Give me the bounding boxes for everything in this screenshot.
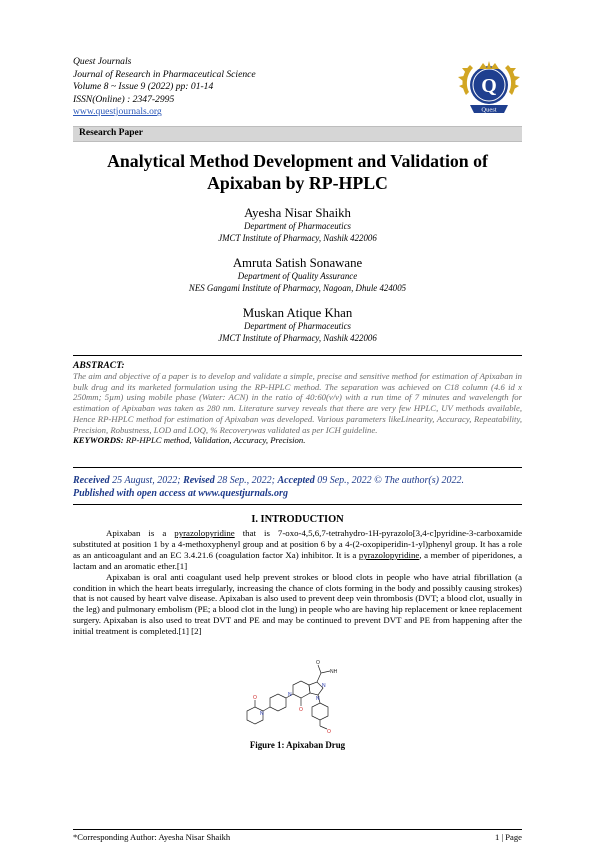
atom-label-n: N bbox=[316, 696, 320, 702]
introduction-text bbox=[73, 528, 522, 637]
pyrazolopyridine-link[interactable]: pyrazolopyridine bbox=[174, 528, 235, 538]
journal-header bbox=[73, 56, 433, 119]
revised-label: Revised bbox=[183, 475, 215, 486]
keywords-label: KEYWORDS: bbox=[73, 435, 124, 446]
intro-p1-part-b: that is 7-oxo-4,5,6,7-tetrahydro-1H-pyrazolo[3,4-c]pyridine-3-carboxamide substituted at position 1 by a 4-methoxyphenyl group and at position 6 by a 4-(2-oxopiperidin-1-yl)phenyl group. It has a role as an anticoagulant and an EC 3.4.21.6 (coagulation factor Xa) inhibitor. It is a bbox=[73, 528, 522, 560]
atom-label-nh2: NH bbox=[330, 669, 338, 675]
intro-paragraph-2: Apixaban is oral anti coagulant used help prevent strokes or blood clots in people who have atrial fibrillation (a condition in which the heart beats irregularly, increasing the chance of clots forming in the body and possibly causing strokes) that is not caused by heart valve disease. Apixaban is also used to prevent deep vein thrombosis (DVT; a blood clot, usually in the leg) and pulmonary embolism (PE; a blood clot in the lung) in people who are having hip replacement or knee replacement surgery. Apixaban is also used to treat DVT and PE and may be continued to prevent DVT and PE from happening after the initial treatment is completed.[1] [2] bbox=[73, 571, 522, 637]
issn: ISSN(Online) : 2347-2995 bbox=[73, 93, 175, 105]
author-institution: JMCT Institute of Pharmacy, Nashik 422006 bbox=[218, 232, 377, 243]
research-paper-banner bbox=[73, 126, 522, 142]
footer-rule bbox=[73, 829, 522, 830]
journal-name: Journal of Research in Pharmaceutical Science bbox=[73, 68, 256, 80]
atom-label-o: O bbox=[316, 660, 320, 666]
atom-label-o: O bbox=[253, 695, 257, 701]
paper-title: Analytical Method Development and Validation of Apixaban by RP-HPLC bbox=[107, 151, 488, 193]
author-name: Amruta Satish Sonawane bbox=[232, 256, 363, 270]
intro-p1-part-a: Apixaban is a bbox=[106, 528, 175, 538]
logo-banner-text: Quest bbox=[481, 106, 497, 114]
journal-website-link[interactable]: www.questjournals.org bbox=[73, 106, 162, 118]
author-department: Department of Pharmaceutics bbox=[244, 221, 351, 231]
figure-caption: Figure 1: Apixaban Drug bbox=[249, 740, 346, 750]
page-number: 1 | Page bbox=[494, 832, 522, 842]
received-date: 25 August, 2022; bbox=[109, 475, 184, 486]
volume-info: Volume 8 ~ Issue 9 (2022) pp: 01-14 bbox=[73, 81, 214, 93]
publisher-name: Quest Journals bbox=[73, 56, 132, 67]
author-institution: NES Gangami Institute of Pharmacy, Nagoan, Dhule 424005 bbox=[188, 282, 407, 293]
dates-bottom-rule bbox=[73, 504, 522, 505]
author-block-1 bbox=[73, 206, 522, 244]
section-title-introduction: I. INTRODUCTION bbox=[251, 514, 344, 525]
author-block-3 bbox=[73, 306, 522, 344]
dates-top-rule bbox=[73, 467, 522, 468]
author-department: Department of Pharmaceutics bbox=[244, 321, 351, 331]
abstract-top-rule bbox=[73, 355, 522, 356]
author-department: Department of Quality Assurance bbox=[237, 271, 358, 281]
atom-label-n: N bbox=[288, 692, 292, 698]
banner-label: Research Paper bbox=[79, 128, 143, 138]
received-label: Received bbox=[73, 475, 110, 486]
published-notice: Published with open access at www.questjurnals.org bbox=[73, 487, 288, 499]
author-name: Muskan Atique Khan bbox=[242, 306, 353, 320]
apixaban-structure-figure bbox=[232, 655, 362, 737]
intro-paragraph-1 bbox=[73, 528, 522, 572]
abstract-text: The aim and objective of a paper is to develop and validate a simple, precise and sensitive method for estimation of Apixaban in bulk drug and its marketed formulation using the RP-HPLC method. The separation was achieved on C18 column (4.6 id x 250mm; 5µm) using mobile phase (Water: ACN) in the ratio of 40:60(v/v) with a run time of 7 minutes and wavelength for estimation of Apixaban was taken as 280 nm. Literature survey reveals that there are very few HPLC, UV methods available, Hence RP-HPLC method for estimation of Apixaban was developed. Various parameters likeLinearity, Accuracy, Repeatability, Precision, Robustness, LOD and LOQ, % Recoverywas validated as per ICH guideline. bbox=[73, 371, 522, 435]
accepted-label: Accepted bbox=[277, 475, 315, 486]
keywords-text: RP-HPLC method, Validation, Accuracy, Precision. bbox=[123, 435, 306, 446]
accepted-date: 09 Sep., 2022 © The author(s) 2022. bbox=[314, 475, 464, 486]
abstract-heading: ABSTRACT: bbox=[73, 360, 125, 371]
keywords bbox=[73, 435, 522, 446]
abstract bbox=[73, 360, 522, 446]
corresponding-author: *Corresponding Author: Ayesha Nisar Shaikh bbox=[73, 832, 231, 842]
logo-letter: Q bbox=[481, 75, 497, 97]
pyrazolopyridine-link[interactable]: pyrazolopyridine bbox=[358, 549, 420, 560]
atom-label-n: N bbox=[260, 711, 264, 717]
intro-p1-part-c: , a member of piperidones, a lactam and an aromatic ether.[1] bbox=[73, 549, 523, 571]
atom-label-o: O bbox=[299, 707, 303, 713]
submission-dates bbox=[73, 475, 522, 500]
author-institution: JMCT Institute of Pharmacy, Nashik 422006 bbox=[218, 332, 377, 343]
atom-label-n: N bbox=[322, 683, 326, 689]
revised-date: 28 Sep., 2022; bbox=[214, 475, 278, 486]
quest-journals-logo bbox=[456, 55, 522, 121]
author-block-2 bbox=[73, 256, 522, 294]
author-name: Ayesha Nisar Shaikh bbox=[244, 206, 351, 220]
atom-label-o: O bbox=[327, 729, 331, 735]
